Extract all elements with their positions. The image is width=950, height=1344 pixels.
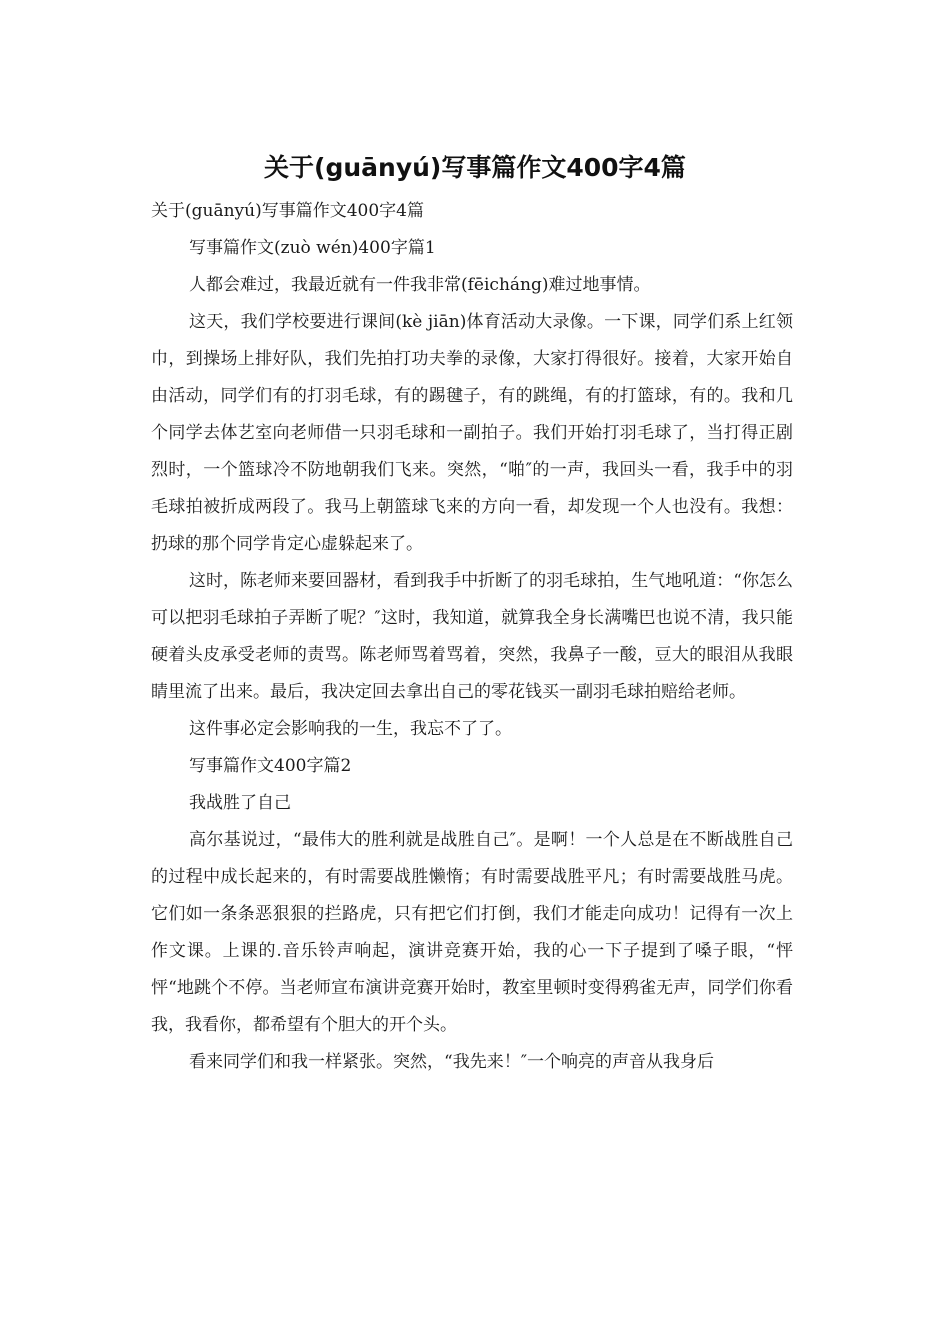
essay-title: 我战胜了自己 [189,793,291,813]
paragraph: 高尔基说过，“最伟大的胜利就是战胜自己″。是啊！一个人总是在不断战胜自己的过程中成长起来的，有时需要战胜懒惰；有时需要战胜平凡；有时需要战胜马虎。它们如一条条恶狠狠的拦路虎，只有把它们打倒，我们才能走向成功！记得有一次上作文课。上课的.音乐铃声响起，演讲竞赛开始，我的心一下子提到了嗓子眼，“怦怦“地跳个不停。当老师宣布演讲竞赛开始时，教室里顿时变得鸦雀无声，同学们你看我，我看你，都希望有个胆大的开个头。 [151,830,793,1035]
document-body [151,193,793,1081]
paragraph: 这天，我们学校要进行课间(kè jiān)体育活动大录像。一下课，同学们系上红领巾，到操场上排好队，我们先拍打功夫拳的录像，大家打得很好。接着，大家开始自由活动，同学们有的打羽毛球，有的踢毽子，有的跳绳，有的打篮球，有的。我和几个同学去体艺室向老师借一只羽毛球和一副拍子。我们开始打羽毛球了，当打得正剧烈时，一个篮球冷不防地朝我们飞来。突然，“啪″的一声，我回头一看，我手中的羽毛球拍被折成两段了。我马上朝篮球飞来的方向一看，却发现一个人也没有。我想：扔球的那个同学肯定心虚躲起来了。 [151,312,793,554]
paragraph: 人都会难过，我最近就有一件我非常(fēicháng)难过地事情。 [189,275,651,295]
paragraph: 这时，陈老师来要回器材，看到我手中折断了的羽毛球拍，生气地吼道：“你怎么可以把羽毛球拍子弄断了呢？″这时，我知道，就算我全身长满嘴巴也说不清，我只能硬着头皮承受老师的责骂。陈老师骂着骂着，突然，我鼻子一酸，豆大的眼泪从我眼睛里流了出来。最后，我决定回去拿出自己的零花钱买一副羽毛球拍赔给老师。 [151,571,793,702]
document-title: 关于(guānyú)写事篇作文400字4篇 [264,153,686,182]
section-heading-1: 写事篇作文(zuò wén)400字篇1 [189,238,436,258]
subtitle-line: 关于(guānyú)写事篇作文400字4篇 [151,201,424,221]
section-heading-2: 写事篇作文400字篇2 [189,756,352,776]
paragraph: 这件事必定会影响我的一生，我忘不了了。 [189,719,512,739]
paragraph: 看来同学们和我一样紧张。突然，“我先来！″一个响亮的声音从我身后 [189,1052,715,1072]
